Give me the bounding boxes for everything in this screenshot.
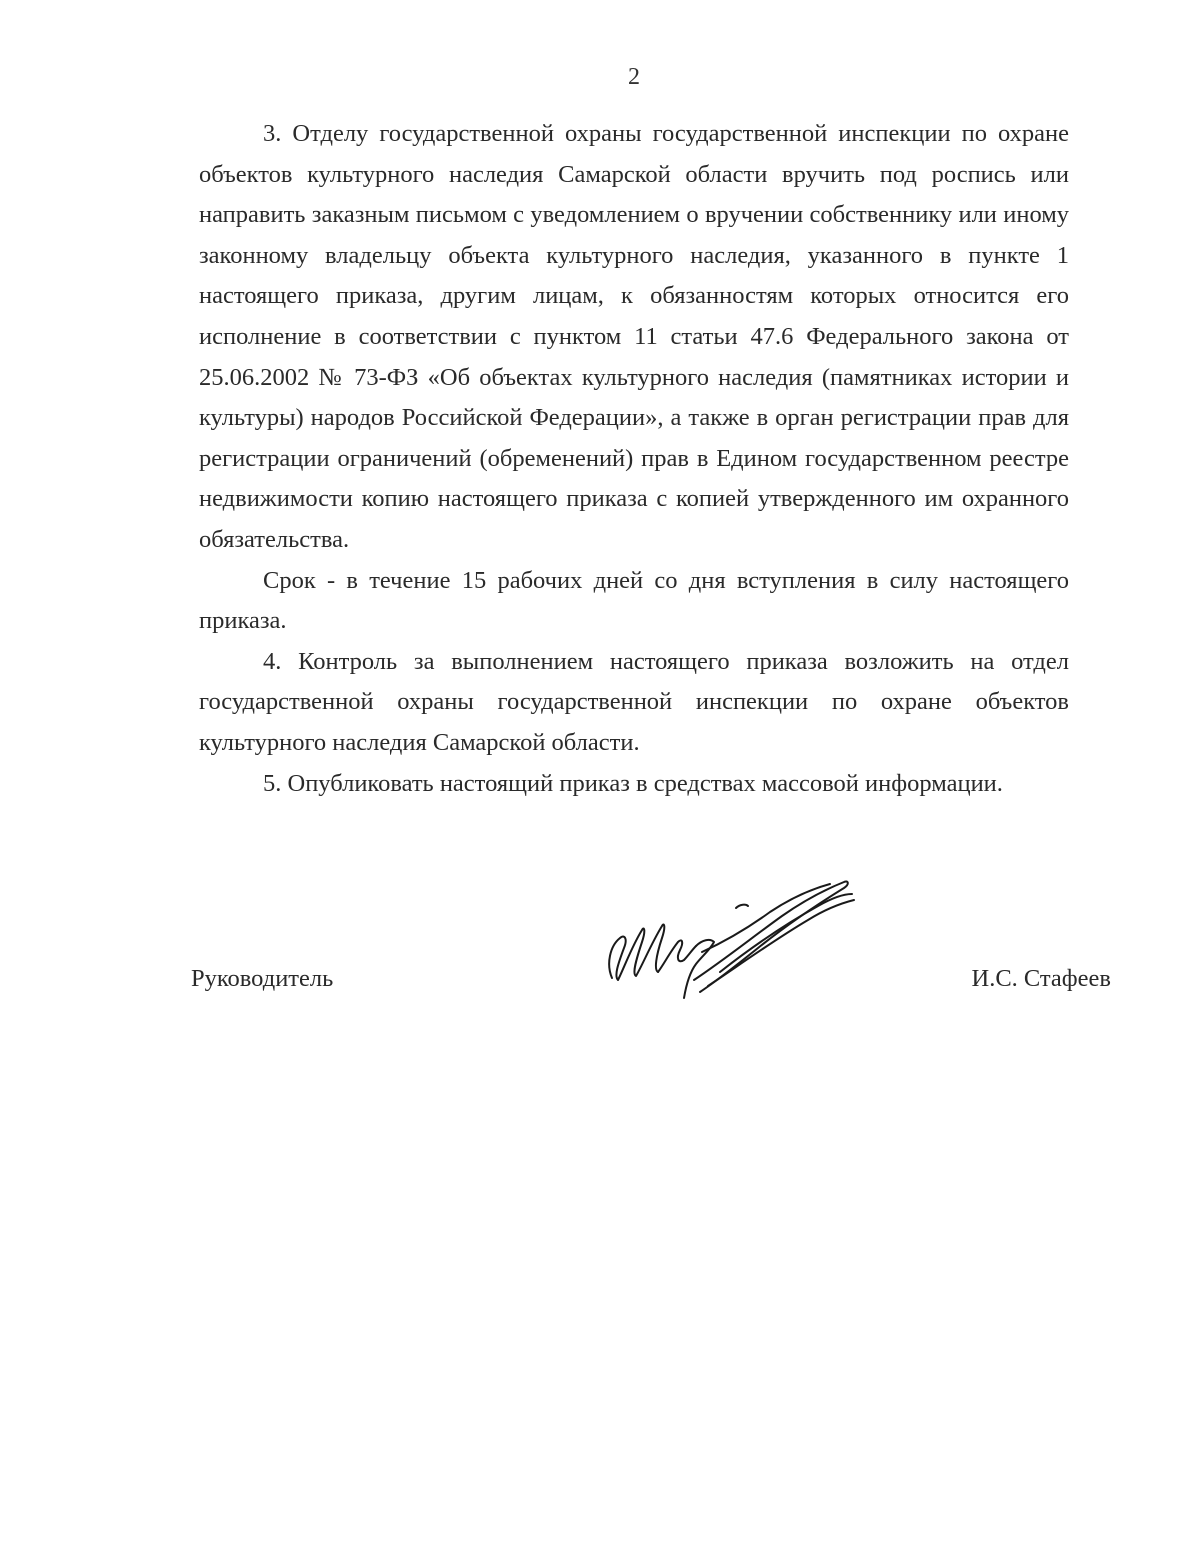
signer-name: И.С. Стафеев [971, 965, 1111, 992]
paragraph-item-4: 4. Контроль за выполнением настоящего приказа возложить на отдел государственной охраны государственной инспекции по охране объектов культурного наследия Самарской области. [199, 647, 1069, 756]
paragraph-item-5: 5. Опубликовать настоящий приказ в средствах массовой информации. [263, 769, 1003, 797]
signer-title: Руководитель [191, 965, 334, 992]
document-body [199, 114, 1069, 804]
paragraph-item-3: 3. Отделу государственной охраны государственной инспекции по охране объектов культурного наследия Самарской области вручить под роспись или направить заказным письмом с уведомлением о вручении собственнику или иному законному владельцу объекта культурного наследия, указанного в пункте 1 настоящего приказа, другим лицам, к обязанностям которых относится его исполнение в соответствии с пунктом 11 статьи 47.6 Федерального закона от 25.06.2002 № 73-ФЗ «Об объектах культурного наследия (памятниках истории и культуры) народов Российской Федерации», а также в орган регистрации прав для регистрации ограничений (обременений) прав в Едином государственном реестре недвижимости копию настоящего приказа с копией утвержденного им охранного обязательства. [199, 120, 1069, 553]
signature-block [191, 959, 1111, 999]
paragraph-deadline: Срок - в течение 15 рабочих дней со дня вступления в силу настоящего приказа. [199, 566, 1069, 635]
page-number: 2 [628, 64, 640, 90]
